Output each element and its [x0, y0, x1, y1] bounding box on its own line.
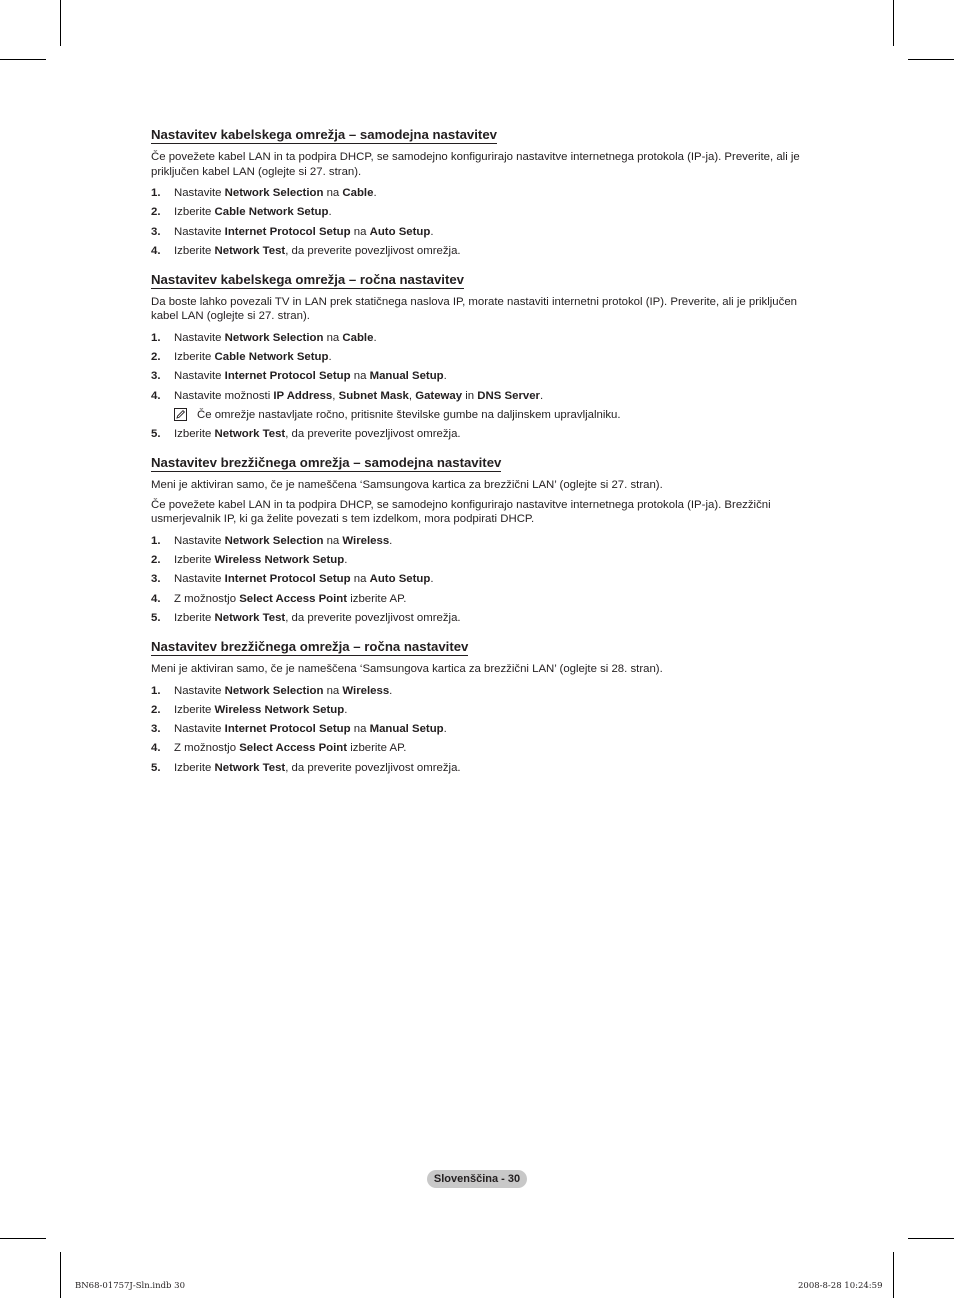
step-text: Nastavite [174, 187, 225, 199]
step-number: 2. [151, 206, 161, 219]
step-item [151, 205, 821, 219]
step-text: Izberite [174, 612, 215, 625]
menu-term: Network Test [214, 428, 286, 441]
step-number: 1. [151, 684, 161, 697]
step-item [151, 225, 821, 239]
step-number: 1. [151, 187, 161, 199]
note-text: Če omrežje nastavljate ročno, pritisnite številske gumbe na daljinskem upravljalniku. [197, 409, 621, 422]
step-item [151, 350, 821, 364]
step-number: 3. [151, 573, 161, 586]
section-title: Nastavitev kabelskega omrežja – ročna nastavitev [151, 271, 465, 287]
menu-term: Manual Setup [369, 723, 444, 736]
step-text: Izberite [174, 351, 215, 364]
step-text: , da preverite povezljivost omrežja. [285, 612, 461, 625]
menu-term: Network Test [214, 244, 286, 257]
section [151, 454, 821, 625]
step-item [151, 369, 821, 383]
crop-mark [908, 59, 954, 60]
step-list [151, 186, 821, 258]
menu-term: IP Address [273, 389, 333, 402]
step-number: 5. [151, 761, 161, 774]
step-text: Izberite [174, 703, 215, 716]
crop-mark [893, 0, 894, 46]
crop-mark [0, 1238, 46, 1239]
step-item [151, 684, 821, 698]
crop-mark [0, 59, 46, 60]
step-text: , [332, 389, 339, 402]
step-number: 4. [151, 244, 161, 257]
step-item [151, 703, 821, 717]
step-text: . [328, 206, 332, 219]
step-text: Izberite [174, 206, 215, 219]
section-paragraph: Če povežete kabel LAN in ta podpira DHCP, se samodejno konfigurirajo nastavitve internetnega protokola (IP-ja). Preverite, ali je priključen kabel LAN (oglejte si 27. stran). [151, 151, 800, 178]
menu-term: Network Selection [224, 331, 324, 344]
section-title: Nastavitev kabelskega omrežja – samodejna nastavitev [151, 127, 497, 142]
step-text: Izberite [174, 761, 215, 774]
step-text: . [539, 389, 544, 402]
step-number: 3. [151, 225, 161, 238]
step-text: Nastavite možnosti [174, 389, 274, 402]
step-item [151, 427, 821, 441]
note-pencil-icon [174, 408, 187, 421]
note [174, 408, 821, 422]
step-text: na [350, 370, 370, 383]
step-text: Nastavite [174, 684, 225, 697]
step-text: Izberite [174, 244, 215, 257]
crop-mark [60, 0, 61, 46]
step-list [151, 534, 821, 625]
section [151, 638, 821, 775]
step-text: na [350, 723, 370, 736]
menu-term: Select Access Point [239, 592, 348, 605]
step-item [151, 722, 821, 736]
step-item [151, 761, 821, 775]
step-text: na [350, 225, 370, 238]
step-number: 5. [151, 428, 161, 441]
step-text: Nastavite [174, 573, 225, 586]
step-text: Z možnostjo [174, 742, 240, 755]
step-number: 4. [151, 742, 161, 755]
step-text: . [328, 351, 332, 364]
step-item [151, 534, 821, 548]
step-text: . [344, 703, 348, 716]
section [151, 126, 821, 258]
menu-term: Auto Setup [369, 573, 431, 586]
menu-term: Select Access Point [239, 742, 348, 755]
document-body [151, 126, 821, 788]
step-text: . [430, 225, 434, 238]
section-title: Nastavitev brezžičnega omrežja – samodejna nastavitev [151, 455, 502, 471]
step-text: Nastavite [174, 331, 225, 344]
step-item [151, 244, 821, 258]
section-paragraph: Da boste lahko povezali TV in LAN prek statičnega naslova IP, morate nastaviti internetni protokol (IP). Preverite, ali je priključen kabel LAN (oglejte si 27. stran). [151, 295, 798, 323]
step-number: 4. [151, 592, 161, 605]
step-text: . [344, 554, 348, 567]
step-number: 1. [151, 534, 161, 547]
menu-term: Internet Protocol Setup [224, 723, 351, 736]
section-paragraph: Meni je aktiviran samo, če je nameščena ‘Samsungova kartica za brezžični LAN’ (oglejte si 27. stran). [151, 479, 663, 492]
step-text: . [373, 187, 377, 199]
menu-term: Cable [342, 331, 374, 344]
step-number: 5. [151, 612, 161, 625]
menu-term: Internet Protocol Setup [224, 573, 351, 586]
step-number: 3. [151, 723, 161, 736]
menu-term: Internet Protocol Setup [224, 370, 351, 383]
menu-term: Gateway [415, 389, 463, 402]
menu-term: Network Selection [224, 187, 324, 199]
crop-mark [60, 1252, 61, 1298]
print-slug-file: BN68-01757J-Sln.indb 30 [75, 1281, 186, 1291]
step-list [151, 684, 821, 775]
step-item [151, 331, 821, 345]
step-number: 1. [151, 331, 161, 344]
step-text: . [443, 723, 447, 736]
step-text: , da preverite povezljivost omrežja. [285, 428, 461, 441]
step-item [151, 572, 821, 586]
step-text: , [408, 389, 416, 402]
menu-term: Manual Setup [369, 370, 444, 383]
menu-term: Subnet Mask [338, 389, 409, 402]
step-number: 3. [151, 370, 161, 383]
step-text: . [389, 684, 393, 697]
step-text: Nastavite [174, 370, 225, 383]
step-text: izberite AP. [347, 742, 407, 755]
step-item [151, 553, 821, 567]
step-number: 2. [151, 351, 161, 364]
menu-term: Wireless [342, 534, 390, 547]
step-text: , da preverite povezljivost omrežja. [285, 244, 461, 257]
crop-mark [893, 1252, 894, 1298]
step-number: 2. [151, 554, 161, 567]
menu-term: Auto Setup [369, 225, 431, 238]
menu-term: Network Test [214, 612, 286, 625]
menu-term: Network Selection [224, 684, 324, 697]
section [151, 271, 821, 441]
menu-term: Network Selection [224, 534, 324, 547]
section-title: Nastavitev brezžičnega omrežja – ročna nastavitev [151, 639, 469, 655]
step-item [151, 592, 821, 606]
step-text: , da preverite povezljivost omrežja. [285, 761, 461, 774]
step-text: izberite AP. [347, 592, 407, 605]
step-number: 4. [151, 389, 161, 402]
menu-term: Network Test [214, 761, 286, 774]
print-slug-date: 2008-8-28 10:24:59 [798, 1281, 883, 1291]
step-list [151, 331, 821, 441]
step-text: na [323, 187, 343, 199]
step-text: . [430, 573, 434, 586]
crop-mark [908, 1238, 954, 1239]
menu-term: DNS Server [477, 389, 540, 402]
step-text: Nastavite [174, 723, 225, 736]
step-item [151, 389, 821, 403]
step-text: Nastavite [174, 225, 225, 238]
menu-term: Wireless [342, 684, 390, 697]
step-text: Z možnostjo [174, 592, 240, 605]
menu-term: Wireless Network Setup [214, 554, 345, 567]
step-text: . [389, 534, 393, 547]
step-text: Izberite [174, 428, 215, 441]
menu-term: Cable Network Setup [214, 206, 329, 219]
step-text: na [323, 684, 343, 697]
step-text: in [462, 389, 478, 402]
step-text: Izberite [174, 554, 215, 567]
step-text: . [443, 370, 447, 383]
menu-term: Wireless Network Setup [214, 703, 345, 716]
step-text: na [323, 331, 343, 344]
menu-term: Cable Network Setup [214, 351, 329, 364]
section-paragraph: Če povežete kabel LAN in ta podpira DHCP, se samodejno konfigurirajo nastavitve internetnega protokola (IP-ja). Brezžični usmerjevalnik IP, ki ga želite povezati s tem izdelkom, mora podpirati DHCP. [151, 498, 771, 526]
step-number: 2. [151, 703, 161, 716]
menu-term: Cable [342, 187, 374, 199]
section-paragraph: Meni je aktiviran samo, če je nameščena ‘Samsungova kartica za brezžični LAN’ (oglejte si 28. stran). [151, 663, 663, 676]
step-item [151, 741, 821, 755]
page-number-badge: Slovenščina - 30 [427, 1170, 527, 1188]
menu-term: Internet Protocol Setup [224, 225, 351, 238]
step-text: na [323, 534, 343, 547]
step-text: Nastavite [174, 534, 225, 547]
step-item [151, 611, 821, 625]
step-text: na [350, 573, 370, 586]
step-text: . [373, 331, 377, 344]
step-item [151, 186, 821, 200]
